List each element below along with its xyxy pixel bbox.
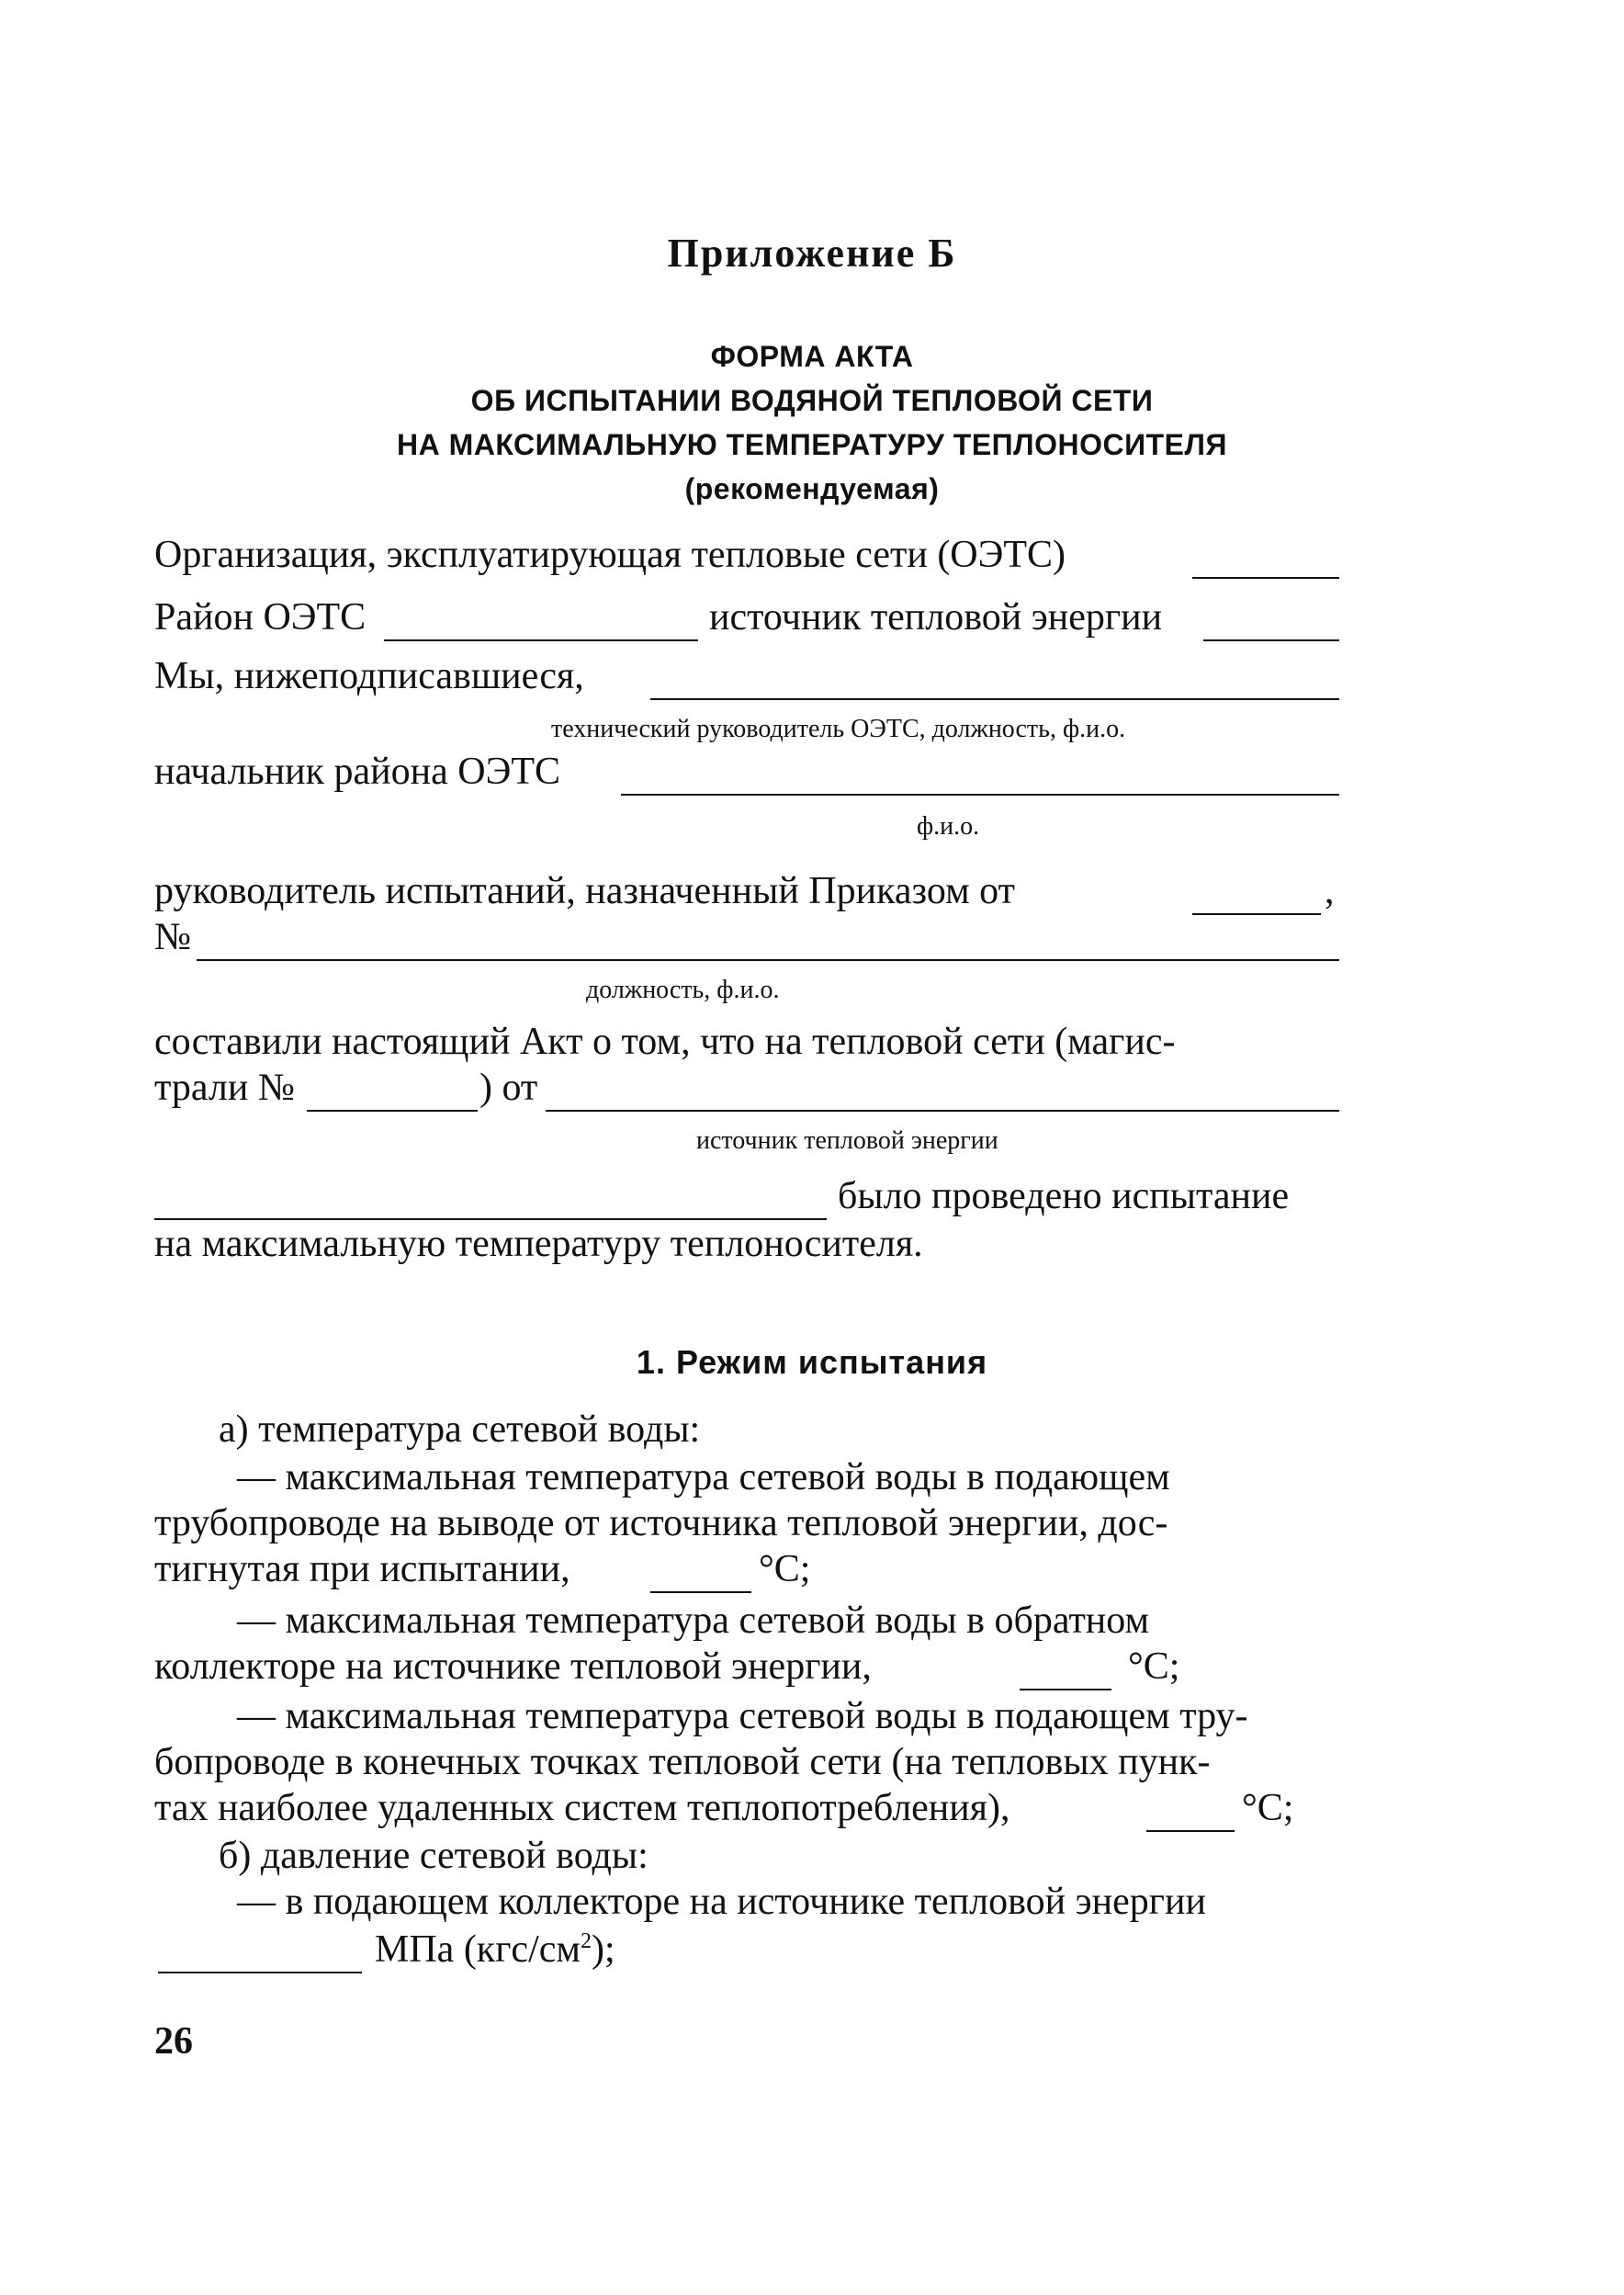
caption-position-fio: должность, ф.и.о. <box>586 976 780 1004</box>
sec1-a3-l1: — максимальная температура сетевой воды в подающем тру- <box>237 1695 1248 1737</box>
compiled-line: составили настоящий Акт о том, что на тепловой сети (магис- <box>154 1021 1176 1063</box>
sec1-a2-l1: — максимальная температура сетевой воды в обратном <box>237 1600 1150 1642</box>
form-heading-line1: ФОРМА АКТА <box>710 340 914 373</box>
pressure-unit: МПа (кгс/см <box>375 1928 581 1971</box>
source-blank[interactable] <box>1203 639 1339 641</box>
order-date-blank[interactable] <box>1192 913 1321 915</box>
form-heading-line3: НА МАКСИМАЛЬНУЮ ТЕМПЕРАТУРУ ТЕПЛОНОСИТЕЛЯ <box>397 428 1227 461</box>
page-number: 26 <box>154 2020 193 2063</box>
test-was-label: было проведено испытание <box>838 1175 1290 1217</box>
sec1-a1-l3a: тигнутая при испытании, <box>154 1548 570 1590</box>
district-head-blank[interactable] <box>621 794 1339 796</box>
sec1-a1-l1: — максимальная температура сетевой воды в подающем <box>237 1456 1170 1498</box>
district-blank[interactable] <box>384 639 698 641</box>
main-source-blank[interactable] <box>546 1110 1339 1112</box>
test-leader-label: руководитель испытаний, назначенный Приказом от <box>154 870 1015 912</box>
sec1-b1-l1: — в подающем коллекторе на источнике тепловой энергии <box>237 1881 1206 1923</box>
sec1-a3-l2: бопроводе в конечных точках тепловой сети (на тепловых пунк- <box>154 1741 1211 1783</box>
form-heading-line2: ОБ ИСПЫТАНИИ ВОДЯНОЙ ТЕПЛОВОЙ СЕТИ <box>470 384 1154 417</box>
caption-source: источник тепловой энергии <box>696 1126 998 1155</box>
main-from-label: ) от <box>479 1067 538 1109</box>
pressure-unit-end: ); <box>591 1928 615 1971</box>
undersigned-blank[interactable] <box>650 698 1339 700</box>
test-max-temp-label: на максимальную температуру теплоносителя. <box>154 1223 923 1265</box>
district-label: Район ОЭТС <box>154 596 367 639</box>
undersigned-label: Мы, нижеподписавшиеся, <box>154 655 584 697</box>
sec1-b: б) давление сетевой воды: <box>219 1835 648 1877</box>
order-number-label: № <box>154 916 192 958</box>
form-heading-line4: (рекомендуемая) <box>684 472 940 505</box>
sec1-a1-l3b: °С; <box>759 1548 811 1590</box>
sec1-a2-l2b: °С; <box>1128 1645 1180 1688</box>
appendix-title: Приложение Б <box>667 231 957 276</box>
caption-fio: ф.и.о. <box>917 812 980 841</box>
section1-title: 1. Режим испытания <box>636 1343 988 1381</box>
org-label: Организация, эксплуатирующая тепловые сети (ОЭТС) <box>154 534 1066 576</box>
order-comma: , <box>1325 870 1335 912</box>
endpoint-temp-blank[interactable] <box>1146 1830 1235 1832</box>
sec1-b1-l2 <box>375 1928 615 1972</box>
org-blank[interactable] <box>1192 577 1339 579</box>
district-head-label: начальник района ОЭТС <box>154 751 561 793</box>
main-number-blank[interactable] <box>307 1110 478 1112</box>
source-label: источник тепловой энергии <box>709 596 1163 639</box>
supply-pressure-blank[interactable] <box>158 1972 362 1973</box>
sec1-a3-l3a: тах наиболее удаленных систем теплопотребления), <box>154 1787 1010 1829</box>
test-date-blank[interactable] <box>154 1218 827 1220</box>
main-number-label: трали № <box>154 1067 295 1109</box>
sec1-a: а) температура сетевой воды: <box>219 1408 701 1451</box>
return-temp-blank[interactable] <box>1020 1689 1111 1690</box>
sec1-a3-l3b: °С; <box>1242 1787 1294 1829</box>
sec1-a2-l2a: коллекторе на источнике тепловой энергии, <box>154 1645 872 1688</box>
caption-tech-director: технический руководитель ОЭТС, должность, ф.и.о. <box>551 715 1126 743</box>
supply-temp-blank[interactable] <box>650 1591 751 1593</box>
order-number-blank[interactable] <box>197 959 1339 961</box>
pressure-unit-sup: 2 <box>580 1929 592 1953</box>
sec1-a1-l2: трубопроводе на выводе от источника тепловой энергии, дос- <box>154 1502 1168 1544</box>
